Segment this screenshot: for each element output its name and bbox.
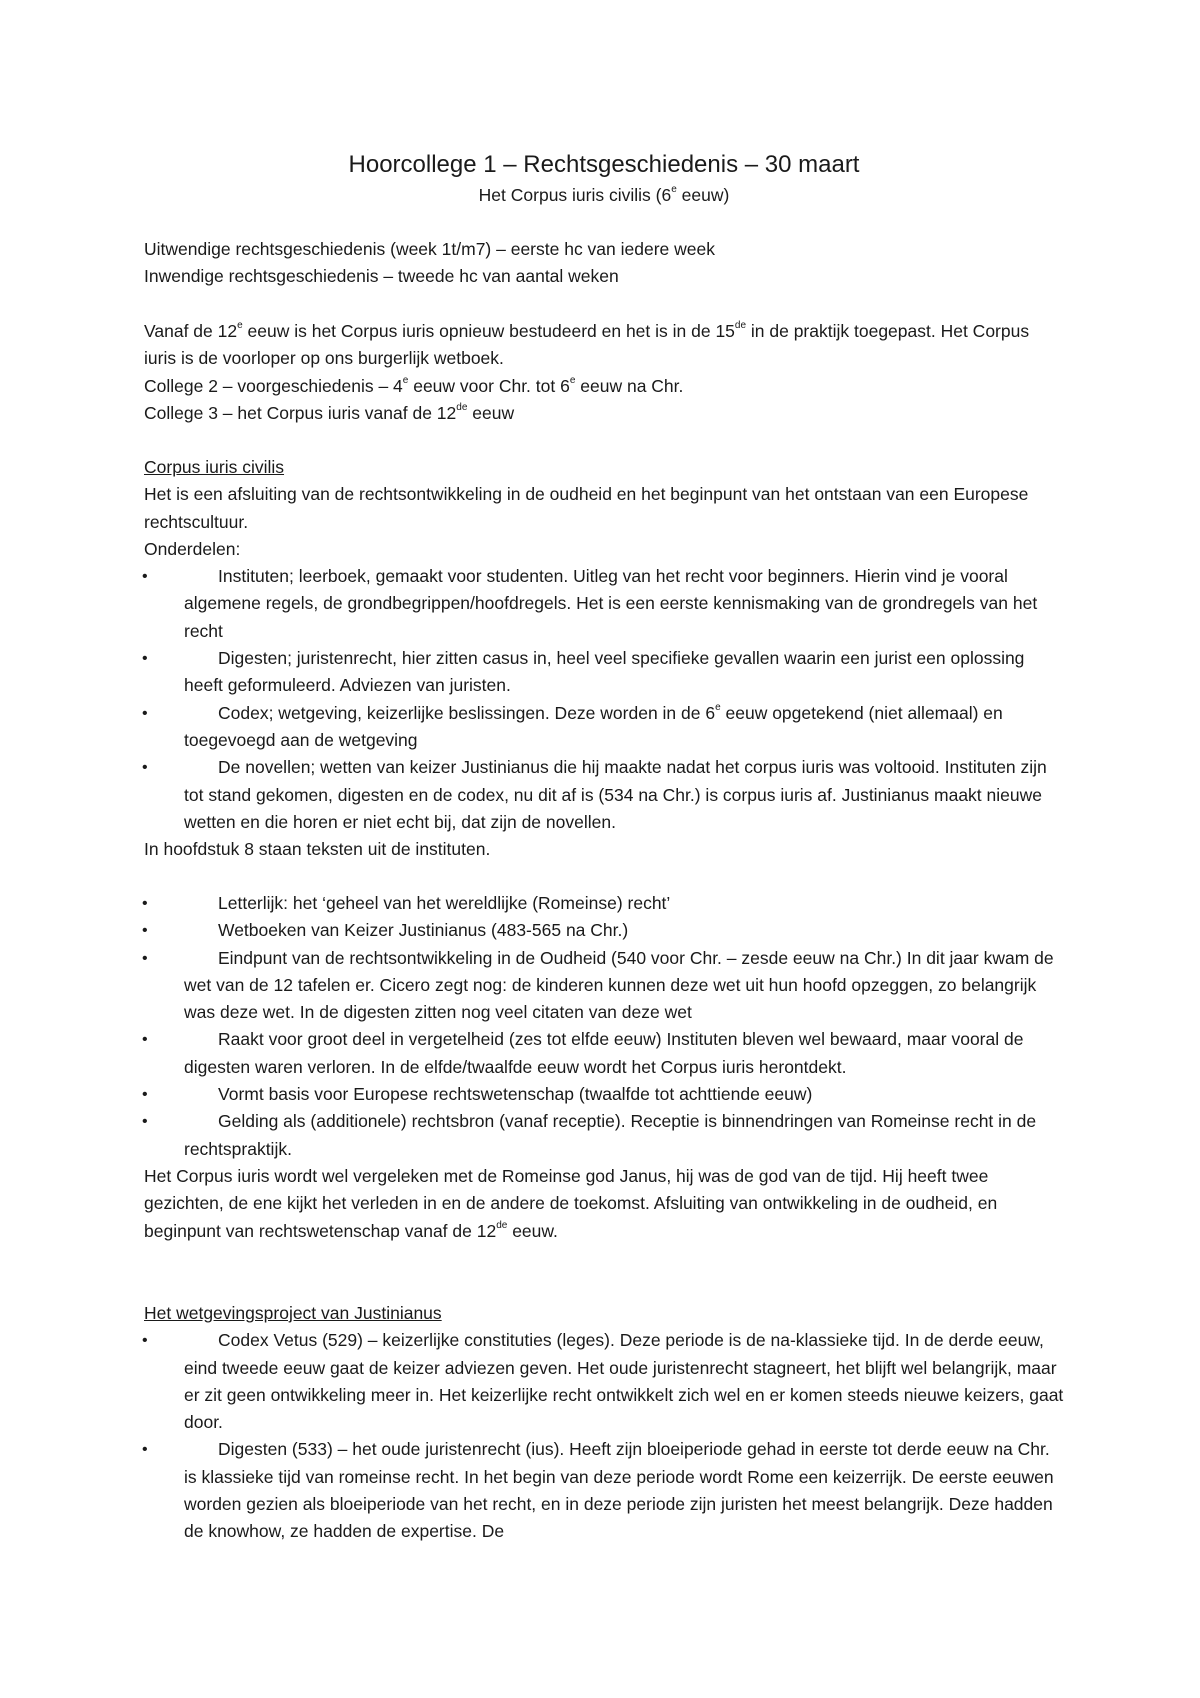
college-2-line: College 2 – voorgeschiedenis – 4e eeuw voor Chr. tot 6e eeuw na Chr. — [144, 374, 684, 396]
bullet-icon: • — [142, 1332, 148, 1350]
bullet-icon: • — [142, 1441, 148, 1459]
wetgevingsproject-list — [144, 1327, 1064, 1545]
section-corpus-iuris — [144, 454, 1064, 863]
bullet-icon: • — [142, 1113, 148, 1131]
bullet-icon: • — [142, 1031, 148, 1049]
bullet-icon: • — [142, 895, 148, 912]
page-subtitle: Het Corpus iuris civilis (6e eeuw) — [478, 184, 730, 205]
para-corpus-history: Vanaf de 12e eeuw is het Corpus iuris opnieuw bestudeerd en het is in de 15de in de praktijk toegepast. Het Corpus iuris is de voorloper op ons burgerlijk wetboek. — [144, 320, 1030, 369]
list-item: • Codex; wetgeving, keizerlijke beslissingen. Deze worden in de 6e eeuw opgetekend (niet allemaal) en toegevoegd aan de wetgeving — [144, 700, 1064, 755]
list-item: • Vormt basis voor Europese rechtswetenschap (twaalfde tot achttiende eeuw) — [144, 1081, 1064, 1108]
list-item: • Raakt voor groot deel in vergetelheid (zes tot elfde eeuw) Instituten bleven wel bewaard, maar vooral de digesten waren verloren. In de elfde/twaalfde eeuw wordt het Corpus iuris herontdekt. — [144, 1026, 1064, 1081]
onderdelen-label: Onderdelen: — [144, 538, 241, 559]
college-3-line: College 3 – het Corpus iuris vanaf de 12de eeuw — [144, 402, 515, 423]
hoofdstuk-line: In hoofdstuk 8 staan teksten uit de instituten. — [144, 839, 491, 860]
list-item: • Wetboeken van Keizer Justinianus (483-565 na Chr.) — [144, 917, 1064, 944]
bullet-icon: • — [142, 1086, 148, 1104]
intro-paragraph — [144, 318, 1064, 427]
list-item: • De novellen; wetten van keizer Justinianus die hij maakte nadat het corpus iuris was voltooid. Instituten zijn tot stand gekomen, digesten en de codex, nu dit af is (534 na Chr.) is corpus iuris af. Justinianus maakt nieuwe wetten en die horen er niet echt bij, dat zijn de novellen. — [144, 754, 1064, 836]
intro-line: Uitwendige rechtsgeschiedenis (week 1t/m7) – eerste hc van iedere week — [144, 239, 715, 259]
list-item: • Codex Vetus (529) – keizerlijke constituties (leges). Deze periode is de na-klassieke tijd. In de derde eeuw, eind tweede eeuw gaat de keizer adviezen geven. Het oude juristenrecht stagneert, het blijft wel belangrijk, maar er zit geen ontwikkeling meer in. Het keizerlijke recht ontwikkelt zich wel en er komen steeds nieuwe keizers, gaat door. — [144, 1327, 1064, 1436]
bullet-icon: • — [142, 949, 148, 967]
list-item: • Eindpunt van de rechtsontwikkeling in de Oudheid (540 voor Chr. – zesde eeuw na Chr.) In dit jaar kwam de wet van de 12 tafelen er. Cicero zegt nog: de kinderen kunnen deze wet uit hun hoofd opzeggen, zo belangrijk was deze wet. In de digesten zitten nog veel citaten van deze wet — [144, 945, 1064, 1027]
characteristics-list — [144, 890, 1064, 1163]
list-item: • Letterlijk: het ‘geheel van het wereldlijke (Romeinse) recht’ — [144, 890, 1064, 917]
section-text: Het is een afsluiting van de rechtsontwikkeling in de oudheid en het beginpunt van het ontstaan van een Europese rechtscultuur. — [144, 484, 1029, 532]
intro-line: Inwendige rechtsgeschiedenis – tweede hc van aantal weken — [144, 266, 619, 287]
onderdelen-list — [144, 563, 1064, 836]
bullet-icon: • — [142, 922, 148, 940]
bullet-icon: • — [142, 650, 148, 668]
section-heading: Corpus iuris civilis — [144, 457, 285, 477]
section-wetgevingsproject — [144, 1300, 1064, 1546]
janus-paragraph: Het Corpus iuris wordt wel vergeleken met de Romeinse god Janus, hij was de god van de tijd. Hij heeft twee gezichten, de ene kijkt het verleden in en de andere de toekomst. Afsluiting van ontwikkeling in de oudheid, en beginpunt van rechtswetenschap vanaf de 12de eeuw. — [144, 1165, 998, 1241]
bullet-icon: • — [142, 704, 148, 722]
list-item: • Digesten; juristenrecht, hier zitten casus in, heel veel specifieke gevallen waarin een jurist een oplossing heeft geformuleerd. Adviezen van juristen. — [144, 645, 1064, 700]
list-item: • Digesten (533) – het oude juristenrecht (ius). Heeft zijn bloeiperiode gehad in eerste tot derde eeuw na Chr. is klassieke tijd van romeinse recht. In het begin van deze periode wordt Rome een keizerrijk. De eerste eeuwen worden gezien als bloeiperiode van het recht, en in deze periode zijn juristen het meest belangrijk. Deze hadden de knowhow, ze hadden de expertise. De — [144, 1436, 1064, 1545]
intro-lines — [144, 236, 1064, 291]
page-title: Hoorcollege 1 – Rechtsgeschiedenis – 30 maart — [348, 151, 860, 178]
list-item: • Instituten; leerboek, gemaakt voor studenten. Uitleg van het recht voor beginners. Hierin vind je vooral algemene regels, de grondbegrippen/hoofdregels. Het is een eerste kennismaking van de grondregels van het recht — [144, 563, 1064, 645]
bullet-icon: • — [142, 568, 148, 586]
list-item: • Gelding als (additionele) rechtsbron (vanaf receptie). Receptie is binnendringen van Romeinse recht in de rechtspraktijk. — [144, 1108, 1064, 1163]
bullet-icon: • — [142, 759, 148, 777]
characteristics-section — [144, 890, 1064, 1245]
section-heading: Het wetgevingsproject van Justinianus — [144, 1303, 442, 1323]
